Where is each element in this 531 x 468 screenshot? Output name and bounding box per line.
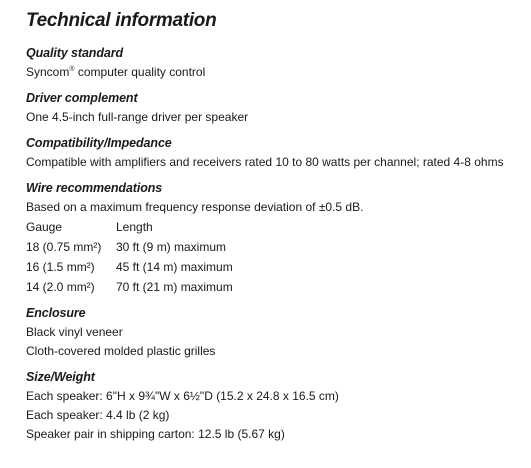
section-quality-standard — [26, 46, 526, 82]
length-cell: 45 ft (14 m) maximum — [116, 260, 233, 274]
page-title: Technical information — [26, 10, 217, 31]
section-size-weight — [26, 370, 526, 444]
section-text: Black vinyl veneer — [26, 325, 123, 339]
section-text: Based on a maximum frequency response deviation of ±0.5 dB. — [26, 200, 364, 214]
section-text: Each speaker: 4.4 lb (2 kg) — [26, 408, 170, 422]
section-text: One 4.5-inch full-range driver per speaker — [26, 110, 249, 124]
table-row — [26, 257, 526, 277]
section-heading: Wire recommendations — [26, 181, 163, 195]
registered-mark: ® — [69, 66, 75, 73]
section-heading: Compatibility/Impedance — [26, 136, 172, 150]
table-row — [26, 277, 526, 297]
text-part: computer quality control — [74, 65, 206, 79]
section-heading: Enclosure — [26, 306, 86, 320]
gauge-cell: 18 (0.75 mm²) — [26, 240, 102, 254]
wire-table-header — [26, 217, 526, 237]
technical-info-page — [26, 10, 526, 453]
length-cell: 70 ft (21 m) maximum — [116, 280, 233, 294]
section-wire-recommendations — [26, 181, 526, 297]
section-text: Cloth-covered molded plastic grilles — [26, 344, 216, 358]
wire-table — [26, 217, 526, 297]
section-text: Each speaker: 6"H x 9¾"W x 6½"D (15.2 x 24.8 x 16.5 cm) — [26, 389, 339, 403]
table-row — [26, 237, 526, 257]
section-text: Speaker pair in shipping carton: 12.5 lb (5.67 kg) — [26, 427, 285, 441]
section-enclosure — [26, 306, 526, 361]
section-text: Compatible with amplifiers and receivers rated 10 to 80 watts per channel; rated 4-8 ohms — [26, 155, 504, 169]
section-text — [26, 63, 526, 82]
gauge-cell: 14 (2.0 mm²) — [26, 280, 95, 294]
section-heading: Quality standard — [26, 46, 124, 60]
section-driver-complement — [26, 91, 526, 127]
section-heading: Size/Weight — [26, 370, 95, 384]
column-header-length: Length — [116, 220, 153, 234]
column-header-gauge: Gauge — [26, 220, 63, 234]
text-part: Syncom — [26, 65, 70, 79]
gauge-cell: 16 (1.5 mm²) — [26, 260, 95, 274]
section-heading: Driver complement — [26, 91, 138, 105]
length-cell: 30 ft (9 m) maximum — [116, 240, 227, 254]
section-compatibility — [26, 136, 526, 172]
